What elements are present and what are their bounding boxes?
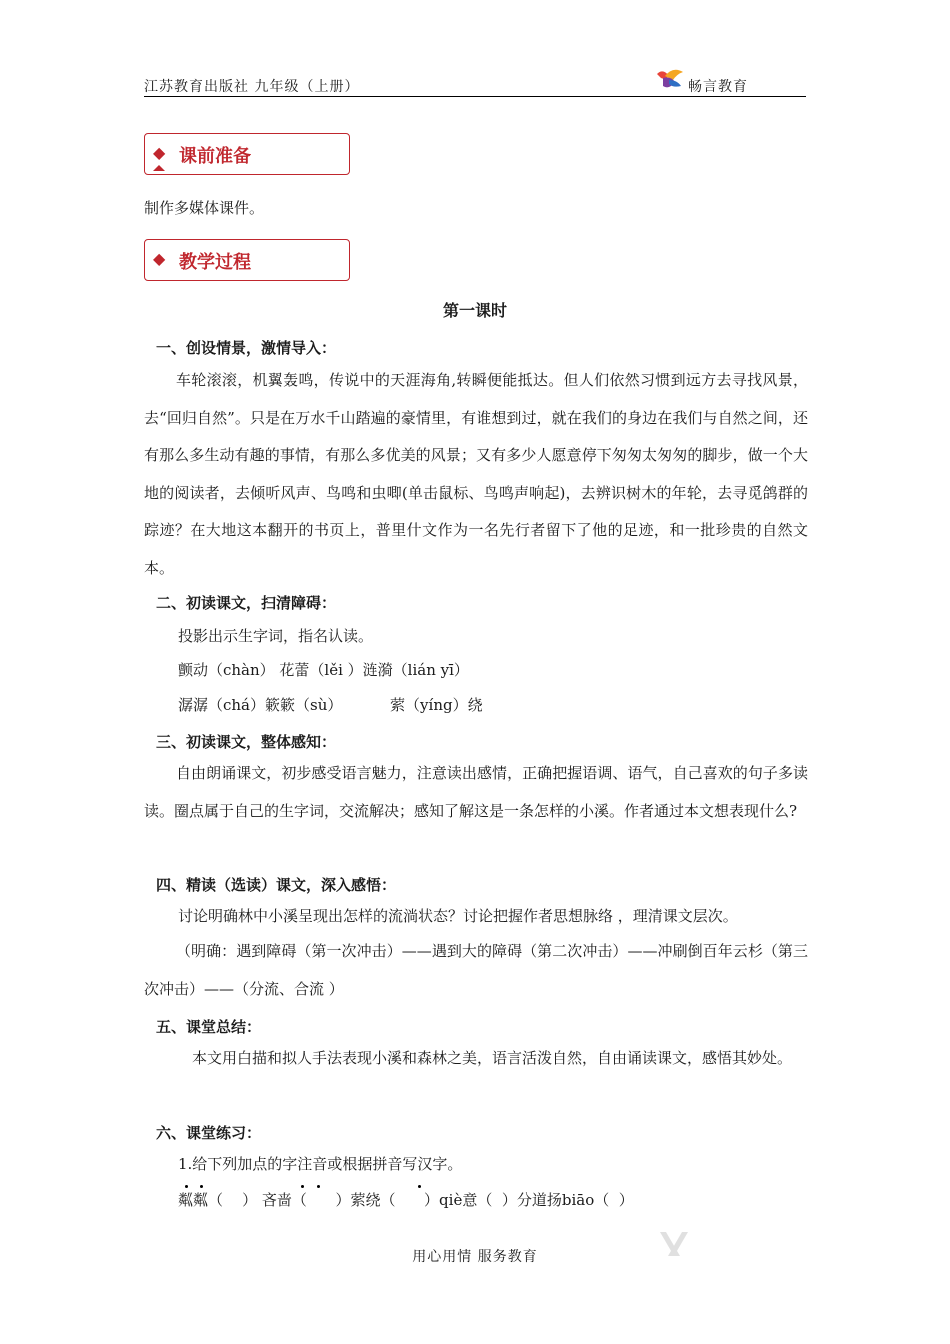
part1-paragraph: 车轮滚滚，机翼轰鸣，传说中的天涯海角,转瞬便能抵达。但人们依然习惯到远方去寻找风景，去“回归自然”。只是在万水千山踏遍的豪情里，有谁想到过，就在我们的身边在我们与自然之间，还有那么多生动有趣的事情，有那么多优美的风景；又有多少人愿意停下匆匆太匆匆的脚步，做一个大地的阅读者，去倾听风声、鸟鸣和虫唧(单击鼠标、鸟鸣声响起)，去辨识树木的年轮，去寻觅鸽群的踪迹？在大地这本翻开的书页上，普里什文作为一名先行者留下了他的足迹，和一批珍贵的自然文本。 <box>144 371 808 577</box>
bird-logo-icon <box>655 66 685 92</box>
part2-line2: 颤动（chàn） 花蕾（lěi ）涟漪（lián yī） <box>178 661 469 679</box>
part6-line2: 粼粼（ ） 吝啬（ ）萦绕（ ）qiè意（ ）分道扬biāo（ ） <box>178 1191 634 1209</box>
part2-line1: 投影出示生字词，指名认读。 <box>178 627 374 645</box>
part5-paragraph: 本文用白描和拟人手法表现小溪和森林之美，语言活泼自然，自由诵读课文，感悟其妙处。 <box>192 1049 793 1067</box>
part1-heading: 一、创设情景，激情导入： <box>156 339 337 357</box>
section-prep-box <box>144 133 350 175</box>
part4-line1: 讨论明确林中小溪呈现出怎样的流淌状态？讨论把握作者思想脉络 ，理清课文层次。 <box>178 907 738 925</box>
lesson-title: 第一课时 <box>442 301 507 320</box>
part3-heading: 三、初读课文，整体感知： <box>156 733 337 751</box>
section-process-box <box>144 239 350 281</box>
part4-heading: 四、精读（选读）课文，深入感悟： <box>156 876 397 894</box>
part3-paragraph: 自由朗诵课文，初步感受语言魅力，注意读出感情，正确把握语调、语气，自己喜欢的句子多读读。圈点属于自己的生字词，交流解决；感知了解这是一条怎样的小溪。作者通过本文想表现什么? <box>144 764 808 820</box>
part5-heading: 五、课堂总结： <box>156 1018 262 1036</box>
part6-line1: 1.给下列加点的字注音或根据拼音写汉字。 <box>178 1155 463 1173</box>
brand-label: 畅言教育 <box>688 79 748 95</box>
footer-slogan: 用心用情 服务教育 <box>412 1249 538 1265</box>
diamond-icon: ◆ <box>153 143 166 162</box>
iflytek-watermark-logo <box>656 1226 776 1262</box>
part4-paragraph: （明确：遇到障碍（第一次冲击）——遇到大的障碍（第二次冲击）——冲刷倒百年云杉（第三次冲击）——（分流、合流 ） <box>144 942 808 998</box>
part6-heading: 六、课堂练习： <box>156 1124 262 1142</box>
triangle-mark-icon <box>153 165 165 171</box>
part2-heading: 二、初读课文，扫清障碍： <box>156 594 337 612</box>
header-divider <box>144 96 806 97</box>
part2-line3: 潺潺（chá）簌簌（sù） 萦（yíng）绕 <box>178 696 483 714</box>
publisher-label: 江苏教育出版社 九年级（上册） <box>144 79 360 95</box>
section-process-title: 教学过程 <box>179 252 251 273</box>
prep-text: 制作多媒体课件。 <box>144 199 265 217</box>
diamond-icon: ◆ <box>153 249 166 268</box>
section-prep-title: 课前准备 <box>179 146 251 167</box>
